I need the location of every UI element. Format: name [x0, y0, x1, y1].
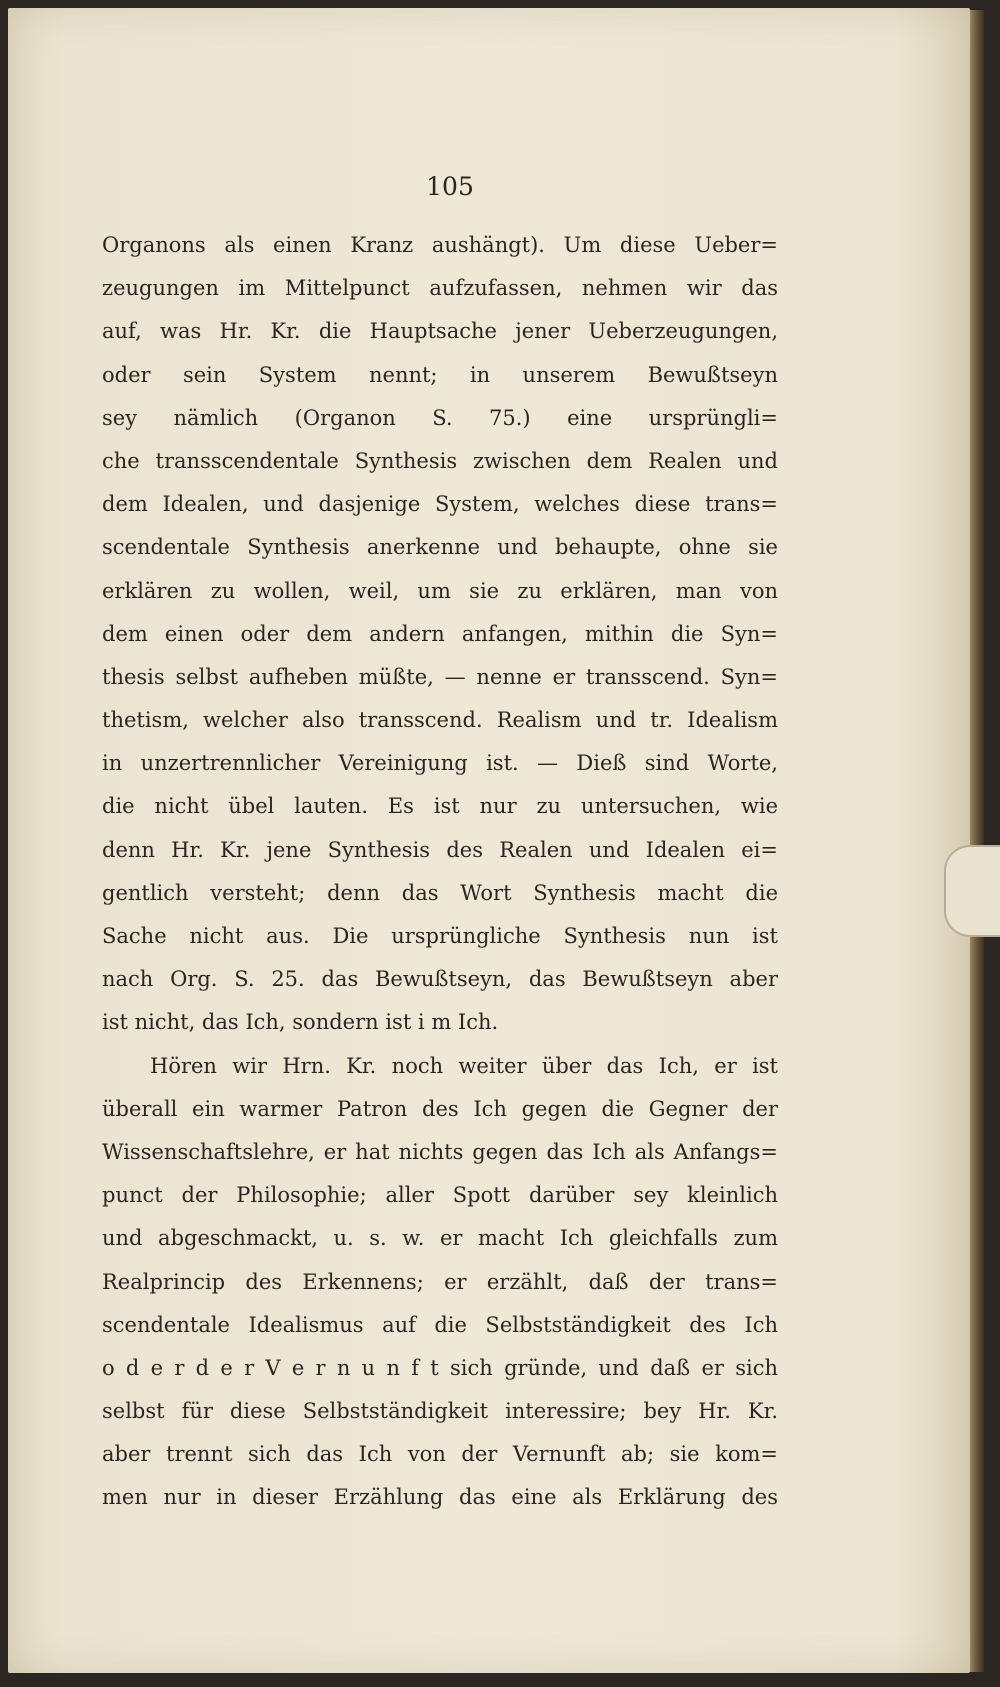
text-line: punct der Philosophie; aller Spott darüber sey kleinlich [102, 1183, 778, 1208]
text-line: Realprincip des Erkennens; er erzählt, daß der trans= [102, 1269, 778, 1294]
text-line: men nur in dieser Erzählung das eine als Erklärung des [102, 1485, 778, 1510]
page-tab-marker [944, 845, 1000, 937]
text-line: scendentale Idealismus auf die Selbstständigkeit des Ich [102, 1312, 778, 1337]
text-line: che transscendentale Synthesis zwischen dem Realen und [102, 448, 778, 473]
text-line: aber trennt sich das Ich von der Vernunft ab; sie kom= [102, 1442, 778, 1467]
text-line: thesis selbst aufheben müßte, — nenne er transscend. Syn= [102, 664, 778, 689]
text-line: scendentale Synthesis anerkenne und behaupte, ohne sie [102, 535, 778, 560]
page-number: 105 [426, 172, 474, 201]
book-edge [970, 10, 984, 1672]
text-line: überall ein warmer Patron des Ich gegen die Gegner der [102, 1096, 778, 1121]
text-line: erklären zu wollen, weil, um sie zu erklären, man von [102, 578, 778, 603]
text-line: dem einen oder dem andern anfangen, mithin die Syn= [102, 621, 778, 646]
text-line: denn Hr. Kr. jene Synthesis des Realen und Idealen ei= [102, 837, 778, 862]
text-line: thetism, welcher also transscend. Realism und tr. Idealism [102, 708, 778, 733]
text-line: dem Idealen, und dasjenige System, welches diese trans= [102, 492, 778, 517]
text-line: nach Org. S. 25. das Bewußtseyn, das Bewußtseyn aber [102, 967, 778, 992]
text-line: die nicht übel lauten. Es ist nur zu untersuchen, wie [102, 794, 778, 819]
paragraph-end-line: ist nicht, das Ich, sondern ist i m Ich. [102, 1010, 499, 1035]
text-line: in unzertrennlicher Vereinigung ist. — Dieß sind Worte, [102, 751, 778, 776]
text-line: sey nämlich (Organon S. 75.) eine ursprüngli= [102, 405, 778, 430]
text-line: Organons als einen Kranz aushängt). Um diese Ueber= [102, 233, 778, 257]
text-line: gentlich versteht; denn das Wort Synthesis macht die [102, 880, 778, 905]
text-line: selbst für diese Selbstständigkeit interessire; bey Hr. Kr. [102, 1399, 778, 1424]
text-line: auf, was Hr. Kr. die Hauptsache jener Ueberzeugungen, [102, 319, 778, 344]
paragraph-start-line: Hören wir Hrn. Kr. noch weiter über das Ich, er ist [150, 1053, 778, 1078]
text-line: o d e r d e r V e r n u n f t sich gründe, und daß er sich [102, 1355, 778, 1380]
body-text [102, 224, 778, 1520]
text-line: zeugungen im Mittelpunct aufzufassen, nehmen wir das [102, 276, 778, 301]
text-line: Sache nicht aus. Die ursprüngliche Synthesis nun ist [102, 924, 778, 948]
text-line: oder sein System nennt; in unserem Bewußtseyn [102, 362, 778, 387]
text-line: Wissenschaftslehre, er hat nichts gegen das Ich als Anfangs= [102, 1139, 778, 1164]
text-line: und abgeschmackt, u. s. w. er macht Ich gleichfalls zum [102, 1226, 778, 1251]
